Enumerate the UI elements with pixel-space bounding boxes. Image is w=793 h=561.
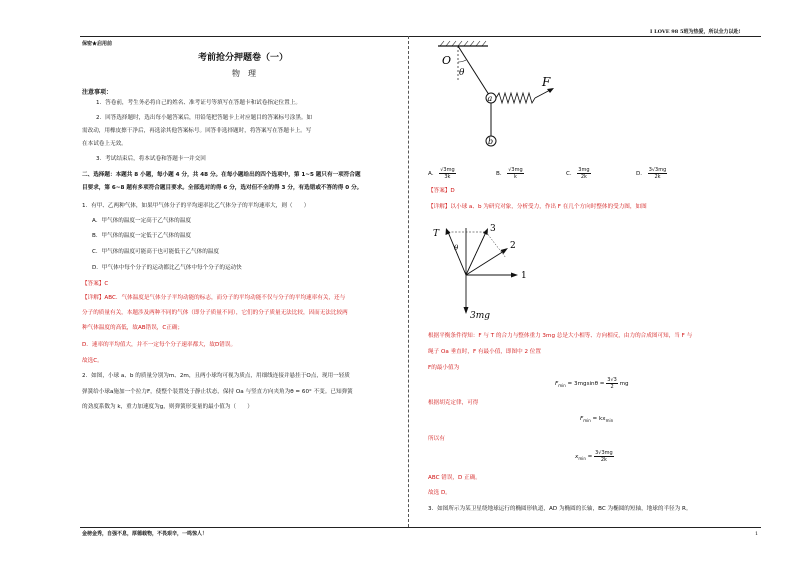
eq3-frac [594, 450, 614, 463]
label-theta: θ [459, 68, 465, 78]
weight-arrowhead [464, 307, 469, 314]
q1-option-a: A．甲气体的温度一定高于乙气体的温度 [92, 218, 191, 224]
q2-option-a-num: √3mg [440, 167, 455, 173]
arrowhead-3 [483, 228, 488, 235]
q2-explain-4: F的最小值为 [428, 365, 460, 371]
eq2-sub: min [583, 418, 591, 424]
eq2-sub2: min [605, 418, 614, 424]
q2-option-c [566, 167, 591, 180]
eq3-num: 3√3mg [595, 450, 613, 456]
parallelogram-side [448, 232, 466, 275]
q2-line-1: 2．如图，小球 a、b 的质量分别为m、2m，且两小球均可视为质点，用细线连接并悬挂于O点，现用一轻质 [82, 373, 350, 379]
q2-option-a-den: 3k [444, 174, 451, 180]
page-number: 1 [755, 531, 759, 537]
eq3-lhs: x [575, 454, 579, 460]
confidential-label: 保密★启用前 [82, 41, 113, 47]
label-1: 1 [521, 271, 527, 281]
label-a: a [487, 94, 493, 103]
q2-option-a-frac [439, 167, 455, 180]
label-F: F [542, 75, 551, 89]
ceiling-hatch [440, 41, 486, 46]
label-theta-2: θ [454, 244, 459, 252]
locus-line [486, 232, 506, 258]
notes-heading: 注意事项： [82, 89, 113, 96]
q1-explain-3: 种气体温度的高低，故AB错误，C正确； [82, 325, 184, 331]
q1-explain-2: 分子的质量有关，本题涉及两种不同的气体（即分子质量不同），它们的分子质量无法比较，因而无法比较两 [82, 310, 348, 316]
top-rule [80, 36, 761, 37]
label-2: 2 [510, 241, 516, 251]
q2-option-d-letter: D． [636, 171, 646, 177]
arrowhead-1 [511, 273, 518, 278]
eq1-mid: = 3mgsinθ = [567, 381, 605, 387]
footer-motto: 金榜金秀，自强不息，厚德载物，不畏艰辛，一鸣惊人！ [82, 531, 208, 537]
q2-option-a [428, 167, 456, 180]
q2-explain-1: 【详解】以小球 a、b 为研究对象，分析受力，作出 F 在几个方向时整体的受力图，如图 [428, 204, 647, 210]
q2-option-b-den: k [513, 174, 517, 180]
eq3-sub: min [578, 456, 586, 462]
q1-explain-1: 【详解】ABC．气体温度是气体分子平均动能的标志，而分子的平均动能不仅与分子的平均速率有关，还与 [82, 295, 346, 301]
eq1-den: 2 [610, 384, 614, 390]
q1-option-d: D．甲气体中每个分子的运动都比乙气体中每个分子的运动快 [92, 265, 242, 271]
eq1-lhs: F [555, 381, 559, 387]
note-1: 1．答卷前，考生务必将自己的姓名、准考证号等填写在答题卡和试卷指定位置上。 [96, 100, 301, 106]
eq2-lhs: F [580, 416, 584, 422]
equation-xmin [575, 450, 614, 464]
q2-option-b-num: √3mg [508, 167, 523, 173]
q3-line-1: 3．如图所示为某卫星绕地球运行的椭圆形轨道，AD 为椭圆的长轴，BC 为椭圆的短轴，地球的半径为 R。 [428, 506, 692, 512]
eq1-frac [606, 377, 618, 390]
q2-option-a-letter: A． [428, 171, 438, 177]
note-2b: 需改动，用橡皮擦干净后，再选涂其他答案标号。回答非选择题时，将答案写在答题卡上。写 [82, 128, 312, 134]
equation-fmin [555, 377, 629, 391]
equation-hooke [580, 414, 613, 426]
q1-option-b: B．甲气体的温度一定低于乙气体的温度 [92, 233, 191, 239]
spring [496, 93, 535, 103]
q2-option-c-frac [577, 167, 590, 180]
q2-line-3: 的劲度系数为 k，重力加速度为g，则弹簧形变量的最小值为（ ） [82, 404, 253, 410]
q1-stem: 1．有甲、乙两种气体，如果甲气体分子的平均速率比乙气体分子的平均速率大，则（ ） [82, 203, 310, 209]
q2-answer: 【答案】D [428, 188, 455, 194]
section-intro-2: 目要求，第 6~8 题有多项符合题目要求。全部选对的得 6 分，选对但不全的得 3 分，有选错或不答的得 0 分。 [82, 185, 363, 191]
q2-explain-7: ABC 错误，D 正确。 [428, 475, 481, 481]
q2-option-c-num: 3mg [578, 167, 590, 173]
q2-conclusion: 故选 D。 [428, 490, 451, 496]
eq1-tail: mg [619, 381, 629, 387]
eq1-num: 3√3 [607, 377, 617, 383]
header-slogan: I LOVE 98 5班为热爱，所以全力以赴! [650, 29, 741, 35]
q2-explain-2: 根据平衡条件得知：F 与 T 的合力与整体重力 3mg 总是大小相等、方向相反，由力的合成图可知，当 F 与 [428, 333, 693, 339]
angle-arc [458, 60, 466, 62]
label-3mg: 3mg [470, 311, 491, 321]
q2-explain-3: 绳子 Oa 垂直时，F 有最小值，即图中 2 位置 [428, 349, 541, 355]
q2-option-d-num: 3√3mg [648, 167, 667, 173]
eq1-sub: min [558, 383, 566, 389]
exam-subject: 物 理 [232, 69, 256, 78]
q2-line-2: 弹簧给小球a施加一个拉力F，使整个装置处于静止状态，保持 Oa 与竖直方向夹角为θ = 60° 不变。已知弹簧 [82, 389, 353, 395]
column-divider [408, 36, 409, 527]
q2-option-d-den: 2k [654, 174, 661, 180]
label-O: O [442, 54, 452, 67]
q2-option-b [496, 167, 524, 180]
q2-option-c-letter: C． [566, 171, 576, 177]
eq2-mid: = kx [592, 416, 606, 422]
q1-conclusion: 故选C。 [82, 358, 103, 364]
q1-answer: 【答案】C [82, 281, 109, 287]
label-T: T [433, 229, 440, 239]
q2-option-b-letter: B． [496, 171, 506, 177]
exam-title: 考前抢分押题卷（一） [198, 53, 289, 63]
section-intro-1: 二、选择题：本题共 8 小题，每小题 4 分，共 48 分。在每小题给出的四个选项中，第 1~5 题只有一项符合题 [82, 172, 361, 178]
note-3: 3．考试结束后，将本试卷和答题卡一并交回 [96, 156, 206, 162]
arrowhead-2 [501, 248, 509, 254]
tension-arrowhead [446, 228, 451, 235]
q2-option-b-frac [507, 167, 523, 180]
note-2c: 在本试卷上无效。 [82, 141, 127, 147]
force-diagram [428, 218, 538, 322]
bottom-rule [80, 527, 761, 528]
eq3-mid: = [587, 454, 593, 460]
label-3: 3 [490, 224, 496, 234]
q2-option-d-frac [648, 167, 668, 180]
q2-explain-6: 所以有 [428, 436, 445, 442]
q1-explain-4: D．速率的平均值大，并不一定每个分子速率都大，故D错误。 [82, 342, 237, 348]
q2-setup-figure [428, 40, 578, 160]
note-2a: 2．回答选择题时，选出每小题答案后，用铅笔把答题卡上对应题目的答案标号涂黑。如 [96, 115, 313, 121]
label-b: b [488, 137, 494, 146]
q1-option-c: C．甲气体的温度可能高于也可能低于乙气体的温度 [92, 249, 219, 255]
eq3-den: 2k [600, 457, 607, 463]
q2-option-c-den: 2k [580, 174, 587, 180]
q2-option-d [636, 167, 667, 180]
q2-explain-5: 根据胡克定律，可得 [428, 400, 479, 406]
